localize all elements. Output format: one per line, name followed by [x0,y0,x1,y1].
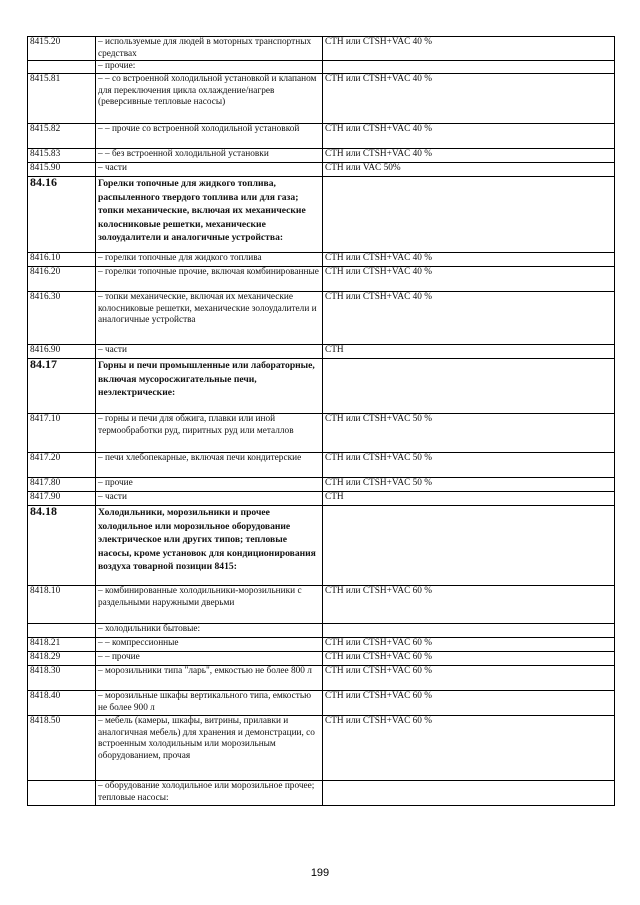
code-cell [28,624,96,638]
table-row [28,414,615,453]
heading-row [28,177,615,253]
rule-cell: CTH или CTSH+VAC 40 % [323,124,615,149]
table-row [28,781,615,806]
description-cell: – – прочие [96,652,323,666]
code-cell: 8418.30 [28,666,96,691]
description-cell: – морозильные шкафы вертикального типа, емкостью не более 900 л [96,691,323,716]
code-cell: 8418.50 [28,716,96,781]
table-row [28,666,615,691]
code-cell: 8417.20 [28,453,96,478]
table-row [28,163,615,177]
description-cell: – части [96,163,323,177]
code-cell: 8415.81 [28,74,96,124]
code-cell: 8417.10 [28,414,96,453]
rule-cell: CTH или CTSH+VAC 60 % [323,716,615,781]
rule-cell: CTH или CTSH+VAC 50 % [323,478,615,492]
code-cell: 8418.29 [28,652,96,666]
rule-cell: CTH или CTSH+VAC 40 % [323,149,615,163]
rule-cell: CTH или CTSH+VAC 60 % [323,638,615,652]
description-cell: – оборудование холодильное или морозильное прочее; тепловые насосы: [96,781,323,806]
table-row [28,638,615,652]
code-cell: 8418.21 [28,638,96,652]
description-cell: Холодильники, морозильники и прочее холодильное или морозильное оборудование электрическое или других типов; тепловые насосы, кроме установок для кондиционирования воздуха товарной позиции 8415: [96,506,323,586]
code-cell: 8418.40 [28,691,96,716]
description-cell: – – компрессионные [96,638,323,652]
rule-cell: CTH или CTSH+VAC 40 % [323,74,615,124]
description-cell: – горны и печи для обжига, плавки или иной термообработки руд, пиритных руд или металлов [96,414,323,453]
table-body [28,37,615,806]
table-row [28,691,615,716]
table-row [28,492,615,506]
description-cell: – горелки топочные для жидкого топлива [96,253,323,267]
table-row [28,586,615,624]
code-cell: 84.16 [28,177,96,253]
rule-cell: CTH [323,492,615,506]
description-cell: – – прочие со встроенной холодильной установкой [96,124,323,149]
table-row [28,624,615,638]
rule-cell: CTH или CTSH+VAC 40 % [323,292,615,345]
description-cell: – морозильники типа "ларь", емкостью не более 800 л [96,666,323,691]
rule-cell: CTH или CTSH+VAC 60 % [323,652,615,666]
description-cell: – печи хлебопекарные, включая печи кондитерские [96,453,323,478]
rule-cell: CTH или CTSH+VAC 60 % [323,586,615,624]
rule-cell [323,359,615,414]
description-cell: – холодильники бытовые: [96,624,323,638]
description-cell: – – со встроенной холодильной установкой и клапаном для переключения цикла охлаждение/нагрев (реверсивные тепловые насосы) [96,74,323,124]
code-cell: 8415.90 [28,163,96,177]
table-row [28,716,615,781]
code-cell: 8415.82 [28,124,96,149]
code-cell: 8416.10 [28,253,96,267]
table-row [28,267,615,292]
description-cell: – – без встроенной холодильной установки [96,149,323,163]
description-cell: Горелки топочные для жидкого топлива, распыленного твердого топлива или для газа; топки механические, включая их механические колосниковые решетки, механические золоудалители и аналогичные устройства: [96,177,323,253]
rule-cell: CTH или CTSH+VAC 60 % [323,691,615,716]
table-row [28,345,615,359]
code-cell: 8418.10 [28,586,96,624]
description-cell: – используемые для людей в моторных транспортных средствах [96,37,323,61]
table-row [28,292,615,345]
table-row [28,61,615,74]
description-cell: – комбинированные холодильники-морозильники с раздельными наружными дверьми [96,586,323,624]
table-row [28,652,615,666]
rule-cell [323,624,615,638]
description-cell: – горелки топочные прочие, включая комбинированные [96,267,323,292]
rules-of-origin-table [27,36,615,806]
code-cell: 8415.83 [28,149,96,163]
rule-cell [323,506,615,586]
rule-cell [323,781,615,806]
rule-cell [323,177,615,253]
code-cell: 8416.20 [28,267,96,292]
description-cell: – топки механические, включая их механические колосниковые решетки, механические золоудалители и аналогичные устройства [96,292,323,345]
table-row [28,478,615,492]
heading-row [28,359,615,414]
code-cell [28,61,96,74]
heading-row [28,506,615,586]
rule-cell [323,61,615,74]
code-cell: 8415.20 [28,37,96,61]
code-cell: 84.17 [28,359,96,414]
description-cell: – мебель (камеры, шкафы, витрины, прилавки и аналогичная мебель) для хранения и демонстрации, со встроенным холодильным или морозильным оборудованием, прочая [96,716,323,781]
rule-cell: CTH или CTSH+VAC 60 % [323,666,615,691]
description-cell: – части [96,345,323,359]
table-row [28,253,615,267]
table-row [28,37,615,61]
code-cell [28,781,96,806]
code-cell: 8416.90 [28,345,96,359]
rule-cell: CTH [323,345,615,359]
rule-cell: CTH или VAC 50% [323,163,615,177]
rule-cell: CTH или CTSH+VAC 50 % [323,414,615,453]
description-cell: – прочие: [96,61,323,74]
table-row [28,74,615,124]
rule-cell: CTH или CTSH+VAC 40 % [323,37,615,61]
description-cell: – части [96,492,323,506]
code-cell: 8416.30 [28,292,96,345]
table-row [28,149,615,163]
rule-cell: CTH или CTSH+VAC 50 % [323,453,615,478]
rule-cell: CTH или CTSH+VAC 40 % [323,253,615,267]
table-row [28,453,615,478]
code-cell: 8417.80 [28,478,96,492]
table-row [28,124,615,149]
description-cell: – прочие [96,478,323,492]
page-number: 199 [310,867,330,879]
description-cell: Горны и печи промышленные или лабораторные, включая мусоросжигательные печи, неэлектрические: [96,359,323,414]
rule-cell: CTH или CTSH+VAC 40 % [323,267,615,292]
code-cell: 84.18 [28,506,96,586]
code-cell: 8417.90 [28,492,96,506]
